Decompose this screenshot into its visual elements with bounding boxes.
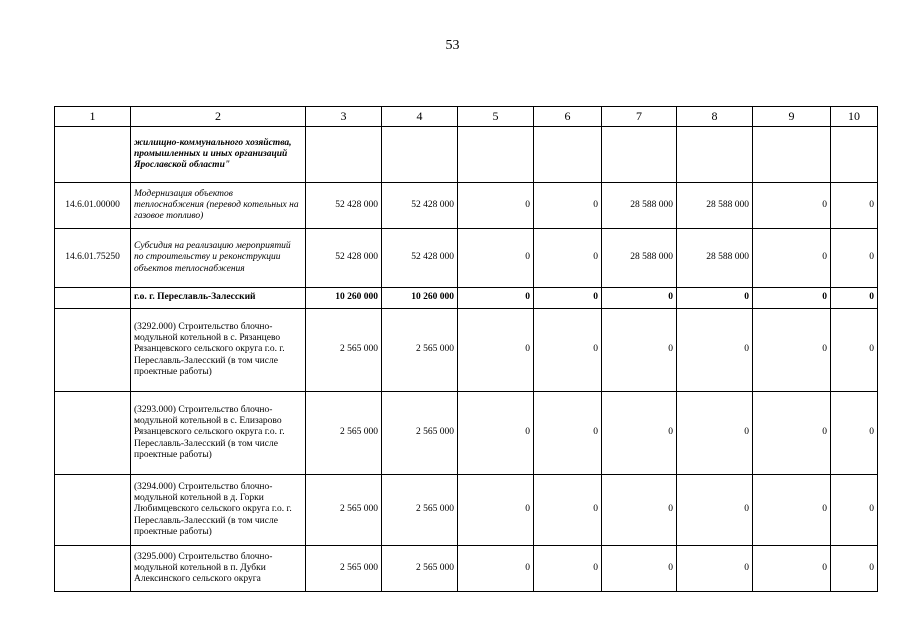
- row-code: [55, 309, 131, 392]
- value-cell: 0: [458, 392, 534, 475]
- value-cell: [534, 127, 602, 183]
- value-cell: 2 565 000: [306, 309, 382, 392]
- value-cell: 0: [831, 475, 878, 546]
- table-row: [55, 309, 878, 392]
- value-cell: 0: [753, 288, 831, 309]
- value-cell: 0: [458, 475, 534, 546]
- column-header: 7: [602, 107, 677, 127]
- value-cell: 2 565 000: [382, 392, 458, 475]
- value-cell: 0: [753, 229, 831, 288]
- row-name: Субсидия на реализацию мероприятий по строительству и реконструкции объектов теплоснабжения: [131, 229, 306, 288]
- value-cell: 52 428 000: [306, 229, 382, 288]
- value-cell: 0: [677, 309, 753, 392]
- column-header: 9: [753, 107, 831, 127]
- row-code: [55, 546, 131, 592]
- value-cell: 10 260 000: [382, 288, 458, 309]
- column-header: 10: [831, 107, 878, 127]
- value-cell: [458, 127, 534, 183]
- column-header: 5: [458, 107, 534, 127]
- row-code: [55, 127, 131, 183]
- value-cell: 28 588 000: [677, 229, 753, 288]
- value-cell: 0: [458, 309, 534, 392]
- value-cell: 52 428 000: [382, 183, 458, 229]
- value-cell: 0: [753, 475, 831, 546]
- value-cell: 0: [831, 288, 878, 309]
- value-cell: [753, 127, 831, 183]
- row-code: [55, 288, 131, 309]
- value-cell: 10 260 000: [306, 288, 382, 309]
- value-cell: 52 428 000: [306, 183, 382, 229]
- table-row: [55, 546, 878, 592]
- value-cell: 0: [602, 392, 677, 475]
- value-cell: 2 565 000: [382, 309, 458, 392]
- row-code: 14.6.01.00000: [55, 183, 131, 229]
- row-name: (3294.000) Строительство блочно-модульной котельной в д. Горки Любимцевского сельского округа г.о. г. Переславль-Залесский (в том числе проектные работы): [131, 475, 306, 546]
- value-cell: [831, 127, 878, 183]
- value-cell: 0: [753, 392, 831, 475]
- column-header: 4: [382, 107, 458, 127]
- row-name: жилищно-коммунального хозяйства, промышленных и иных организаций Ярославской области": [131, 127, 306, 183]
- value-cell: 0: [677, 475, 753, 546]
- value-cell: 0: [534, 229, 602, 288]
- value-cell: [306, 127, 382, 183]
- row-name: (3295.000) Строительство блочно-модульной котельной в п. Дубки Алексинского сельского округа: [131, 546, 306, 592]
- value-cell: 28 588 000: [677, 183, 753, 229]
- value-cell: 0: [753, 546, 831, 592]
- column-header: 2: [131, 107, 306, 127]
- row-code: [55, 475, 131, 546]
- value-cell: 28 588 000: [602, 183, 677, 229]
- row-name: (3292.000) Строительство блочно-модульной котельной в с. Рязанцево Рязанцевского сельского округа г.о. г. Переславль-Залесский (в том числе проектные работы): [131, 309, 306, 392]
- value-cell: 52 428 000: [382, 229, 458, 288]
- table-row: [55, 475, 878, 546]
- value-cell: 0: [534, 546, 602, 592]
- value-cell: 0: [677, 288, 753, 309]
- row-name: (3293.000) Строительство блочно-модульной котельной в с. Елизарово Рязанцевского сельского округа г.о. г. Переславль-Залесский (в том числе проектные работы): [131, 392, 306, 475]
- value-cell: 0: [831, 229, 878, 288]
- value-cell: 0: [753, 183, 831, 229]
- table-row: [55, 229, 878, 288]
- value-cell: 0: [458, 229, 534, 288]
- value-cell: 2 565 000: [306, 475, 382, 546]
- value-cell: 2 565 000: [306, 546, 382, 592]
- value-cell: 0: [458, 183, 534, 229]
- value-cell: [677, 127, 753, 183]
- row-name: Модернизация объектов теплоснабжения (перевод котельных на газовое топливо): [131, 183, 306, 229]
- value-cell: 0: [534, 309, 602, 392]
- column-header: 3: [306, 107, 382, 127]
- value-cell: 0: [677, 392, 753, 475]
- table-row: [55, 392, 878, 475]
- row-name: г.о. г. Переславль-Залесский: [131, 288, 306, 309]
- value-cell: 0: [534, 288, 602, 309]
- value-cell: 0: [458, 288, 534, 309]
- value-cell: 0: [602, 475, 677, 546]
- budget-table: [54, 106, 878, 592]
- page-number: 53: [445, 38, 460, 53]
- value-cell: 28 588 000: [602, 229, 677, 288]
- column-header: 1: [55, 107, 131, 127]
- value-cell: 0: [534, 183, 602, 229]
- value-cell: 0: [458, 546, 534, 592]
- value-cell: 2 565 000: [382, 475, 458, 546]
- value-cell: 0: [602, 546, 677, 592]
- value-cell: 0: [534, 475, 602, 546]
- value-cell: 0: [831, 309, 878, 392]
- value-cell: 2 565 000: [306, 392, 382, 475]
- value-cell: 0: [753, 309, 831, 392]
- table-row: [55, 288, 878, 309]
- value-cell: 0: [534, 392, 602, 475]
- value-cell: [602, 127, 677, 183]
- value-cell: 0: [677, 546, 753, 592]
- value-cell: 0: [602, 309, 677, 392]
- column-header: 6: [534, 107, 602, 127]
- value-cell: [382, 127, 458, 183]
- row-code: 14.6.01.75250: [55, 229, 131, 288]
- value-cell: 2 565 000: [382, 546, 458, 592]
- value-cell: 0: [831, 392, 878, 475]
- row-code: [55, 392, 131, 475]
- table-header-row: [55, 107, 878, 127]
- value-cell: 0: [831, 546, 878, 592]
- table-row: [55, 127, 878, 183]
- value-cell: 0: [602, 288, 677, 309]
- table-row: [55, 183, 878, 229]
- column-header: 8: [677, 107, 753, 127]
- value-cell: 0: [831, 183, 878, 229]
